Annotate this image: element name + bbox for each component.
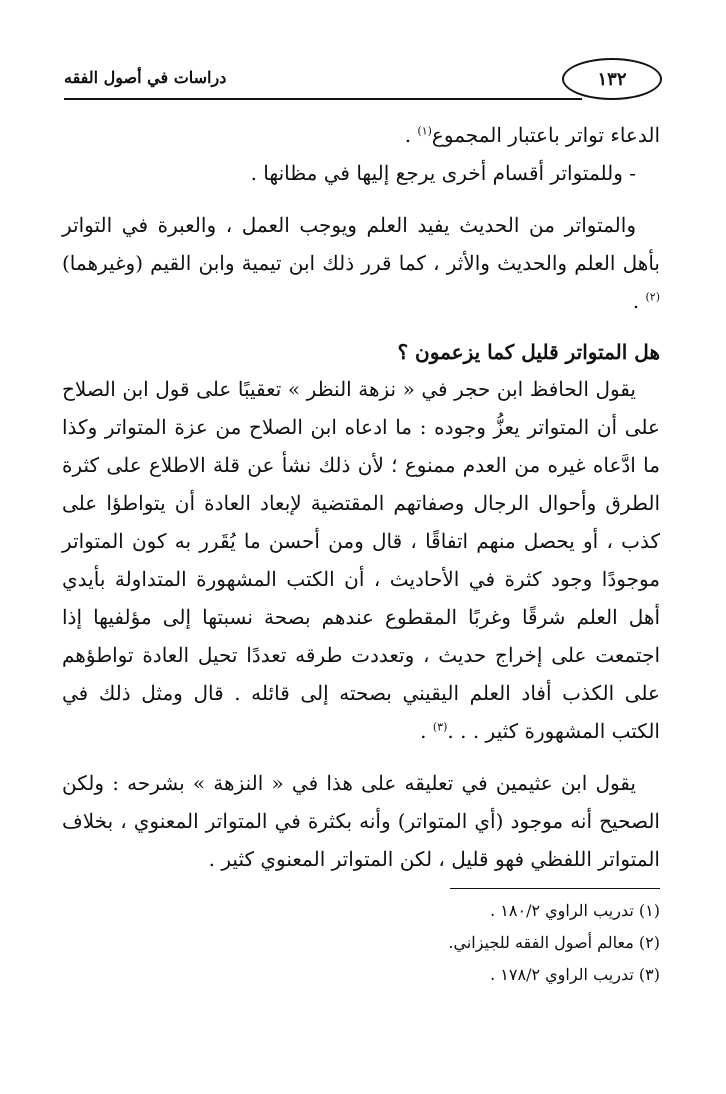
paragraph-1 xyxy=(62,116,660,154)
paragraph-3-text: والمتواتر من الحديث يفيد العلم ويوجب العمل ، والعبرة في التواتر بأهل العلم والحديث والأثر ، كما قرر ذلك ابن تيمية وابن القيم (وغيرهما) xyxy=(62,213,660,275)
header-divider xyxy=(64,98,582,100)
section-heading: هل المتواتر قليل كما يزعمون ؟ xyxy=(397,340,660,364)
running-book-title: دراسات في أصول الفقه xyxy=(64,68,227,87)
footnote-divider xyxy=(450,888,660,889)
paragraph-1-end: . xyxy=(404,123,418,147)
paragraph-4 xyxy=(62,370,660,750)
footnote-2: (٢) معالم أصول الفقه للجيزاني. xyxy=(448,933,660,952)
footnote-ref-3: (٣) xyxy=(432,720,448,734)
paragraph-1-text: الدعاء تواتر باعتبار المجموع xyxy=(431,123,660,147)
page-number-badge xyxy=(562,58,662,100)
paragraph-3-end: . xyxy=(632,289,646,313)
paragraph-5: يقول ابن عثيمين في تعليقه على هذا في « النزهة » بشرحه : ولكن الصحيح أنه موجود (أي المتواتر) وأنه بكثرة في المتواتر المعنوي ، بخلاف المتواتر اللفظي فهو قليل ، لكن المتواتر المعنوي كثير . xyxy=(62,771,660,871)
paragraph-4-text: يقول الحافظ ابن حجر في « نزهة النظر » تعقيبًا على قول ابن الصلاح على أن المتواتر يعزُّ وجوده : ما ادعاه ابن الصلاح من عزة المتواتر وكذا ما ادَّعاه غيره من العدم ممنوع ؛ لأن ذلك نشأ عن قلة الاطلاع على كثرة الطرق وأحوال الرجال وصفاتهم المقتضية لإبعاد العادة أن يتواطؤا على كذب ، أو يحصل منهم اتفاقًا ، قال ومن أحسن ما يُقَرر به كون المتواتر موجودًا وجود كثرة في الأحاديث ، أن الكتب المشهورة المتداولة بأيدي أهل العلم شرقًا وغربًا المقطوع عندهم بصحة نسبتها إلى مؤلفيها إذا اجتمعت على إخراج حديث ، وتعددت طرقه تعددًا تحيل العادة تواطؤهم على الكذب أفاد العلم اليقيني بصحته إلى قائله . قال ومثل ذلك في الكتب المشهورة كثير . . . xyxy=(62,377,660,743)
paragraph-4-end: . xyxy=(420,719,433,743)
paragraph-3 xyxy=(62,206,660,320)
footnote-1: (١) تدريب الراوي ١٨٠/٢ . xyxy=(490,901,660,920)
paragraph-2: - وللمتواتر أقسام أخرى يرجع إليها في مظانها . xyxy=(250,161,636,185)
page-header xyxy=(64,58,662,104)
page-number: ١٣٢ xyxy=(597,68,627,90)
page-body xyxy=(62,116,660,991)
footnote-3: (٣) تدريب الراوي ١٧٨/٢ . xyxy=(490,965,660,984)
footnote-ref-2: (٢) xyxy=(645,290,660,304)
footnotes xyxy=(62,895,660,991)
footnote-ref-1: (١) xyxy=(417,124,432,138)
